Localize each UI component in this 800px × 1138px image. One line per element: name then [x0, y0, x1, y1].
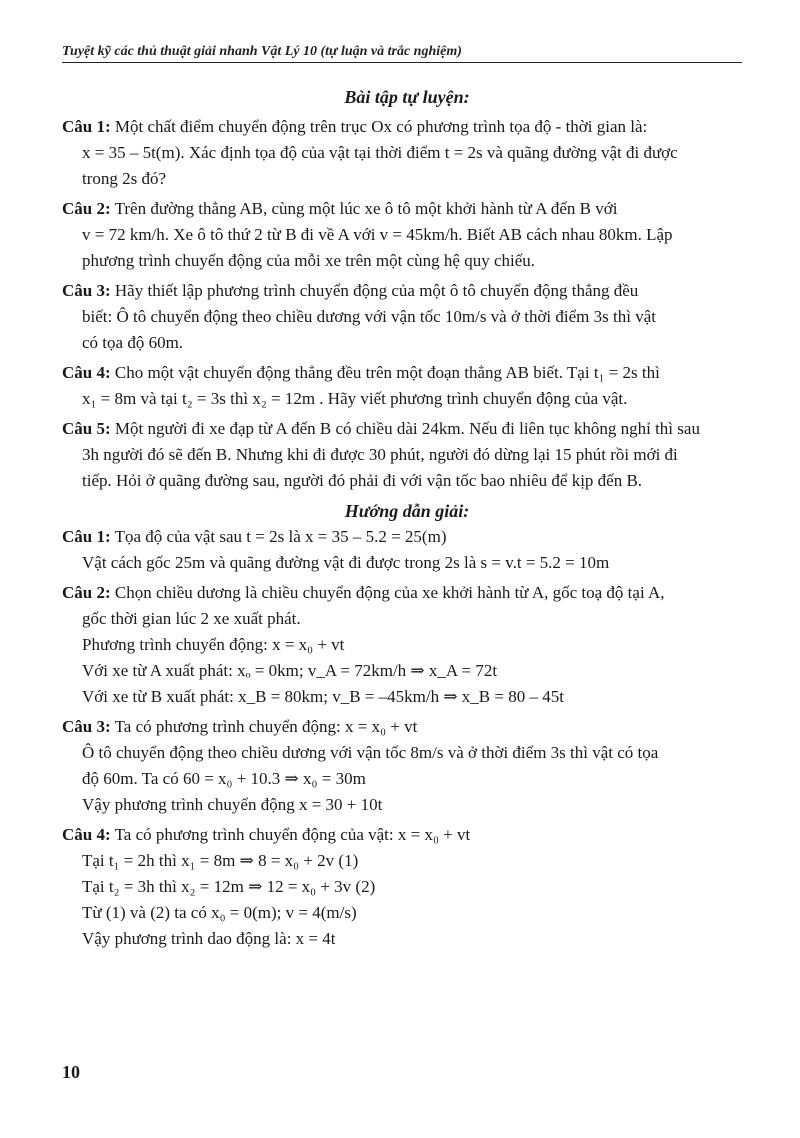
solution-text: Tọa độ của vật sau t = 2s là x = 35 – 5.2 = 25(m) — [114, 527, 447, 546]
solution-text: Vật cách gốc 25m và quãng đường vật đi được trong 2s là s = v.t = 5.2 = 10m — [82, 553, 610, 572]
solution-title: Hướng dẫn giải: — [344, 501, 470, 521]
solution-text: Với xe từ B xuất phát: x_B = 80km; v_B = –45km/h ⇒ x_B = 80 – 45t — [82, 687, 564, 706]
exercise-text: 3h người đó sẽ đến B. Nhưng khi đi được 30 phút, người đó dừng lại 15 phút rồi mới đi — [82, 445, 678, 464]
solution-text: Từ (1) và (2) ta có x₀ = 0(m); v = 4(m/s) — [82, 903, 357, 922]
exercise-text: biết: Ô tô chuyển động theo chiều dương với vận tốc 10m/s và ở thời điểm 3s thì vật — [82, 307, 656, 326]
exercise-text: Cho một vật chuyển động thẳng đều trên một đoạn thẳng AB biết. Tại t₁ = 2s thì — [114, 363, 660, 382]
exercise-5 — [62, 416, 752, 494]
exercise-text: v = 72 km/h. Xe ô tô thứ 2 từ B đi về A với v = 45km/h. Biết AB cách nhau 80km. Lập — [82, 225, 673, 244]
exercise-text: phương trình chuyển động của mỗi xe trên một cùng hệ quy chiếu. — [82, 251, 536, 270]
solution-text: Tại t₂ = 3h thì x₂ = 12m ⇒ 12 = x₀ + 3v (2) — [82, 877, 376, 896]
exercise-text: Một người đi xe đạp từ A đến B có chiều dài 24km. Nếu đi liên tục không nghỉ thì sau — [114, 419, 700, 438]
exercise-title: Bài tập tự luyện: — [344, 87, 470, 107]
solution-label: Câu 3: — [62, 717, 111, 736]
exercise-label: Câu 5: — [62, 419, 111, 438]
exercise-label: Câu 1: — [62, 117, 111, 136]
exercise-text: tiếp. Hỏi ở quãng đường sau, người đó phải đi với vận tốc bao nhiêu để kịp đến B. — [82, 471, 643, 490]
exercise-2 — [62, 196, 752, 274]
solution-text: Vậy phương trình chuyển động x = 30 + 10t — [82, 795, 383, 814]
page-content — [62, 84, 752, 956]
exercise-text: x₁ = 8m và tại t₂ = 3s thì x₂ = 12m . Hãy viết phương trình chuyển động của vật. — [82, 389, 628, 408]
solution-label: Câu 4: — [62, 825, 111, 844]
solution-text: Với xe từ A xuất phát: xₒ = 0km; v_A = 72km/h ⇒ x_A = 72t — [82, 661, 498, 680]
solution-text: Phương trình chuyển động: x = x₀ + vt — [82, 635, 345, 654]
solution-text: Tại t₁ = 2h thì x₁ = 8m ⇒ 8 = x₀ + 2v (1) — [82, 851, 359, 870]
solution-text: Ô tô chuyển động theo chiều dương với vận tốc 8m/s và ở thời điểm 3s thì vật có tọa — [82, 743, 659, 762]
exercise-text: trong 2s đó? — [82, 169, 167, 188]
exercise-label: Câu 4: — [62, 363, 111, 382]
exercise-text: x = 35 – 5t(m). Xác định tọa độ của vật tại thời điểm t = 2s và quãng đường vật đi được — [82, 143, 678, 162]
solution-label: Câu 1: — [62, 527, 111, 546]
solution-1 — [62, 524, 752, 576]
solution-text: Vậy phương trình dao động là: x = 4t — [82, 929, 336, 948]
page-number: 10 — [62, 1062, 80, 1082]
exercise-4 — [62, 360, 752, 412]
solution-text: Ta có phương trình chuyển động: x = x₀ + vt — [114, 717, 418, 736]
exercise-text: Hãy thiết lập phương trình chuyển động của một ô tô chuyển động thẳng đều — [114, 281, 639, 300]
solution-4 — [62, 822, 752, 952]
exercise-3 — [62, 278, 752, 356]
solution-text: độ 60m. Ta có 60 = x₀ + 10.3 ⇒ x₀ = 30m — [82, 769, 366, 788]
solution-3 — [62, 714, 752, 818]
exercise-text: Trên đường thẳng AB, cùng một lúc xe ô tô một khởi hành từ A đến B với — [114, 199, 618, 218]
exercise-label: Câu 2: — [62, 199, 111, 218]
solution-2 — [62, 580, 752, 710]
solution-label: Câu 2: — [62, 583, 111, 602]
solution-text: gốc thời gian lúc 2 xe xuất phát. — [82, 609, 301, 628]
page-header: Tuyệt kỹ các thủ thuật giải nhanh Vật Lý 10 (tự luận và trắc nghiệm) — [62, 44, 742, 63]
exercise-text: có tọa độ 60m. — [82, 333, 184, 352]
solution-text: Ta có phương trình chuyển động của vật: x = x₀ + vt — [114, 825, 471, 844]
exercise-1 — [62, 114, 752, 192]
exercise-label: Câu 3: — [62, 281, 111, 300]
solution-text: Chọn chiều dương là chiều chuyển động của xe khởi hành từ A, gốc toạ độ tại A, — [114, 583, 665, 602]
exercise-text: Một chất điểm chuyển động trên trục Ox có phương trình tọa độ - thời gian là: — [114, 117, 648, 136]
